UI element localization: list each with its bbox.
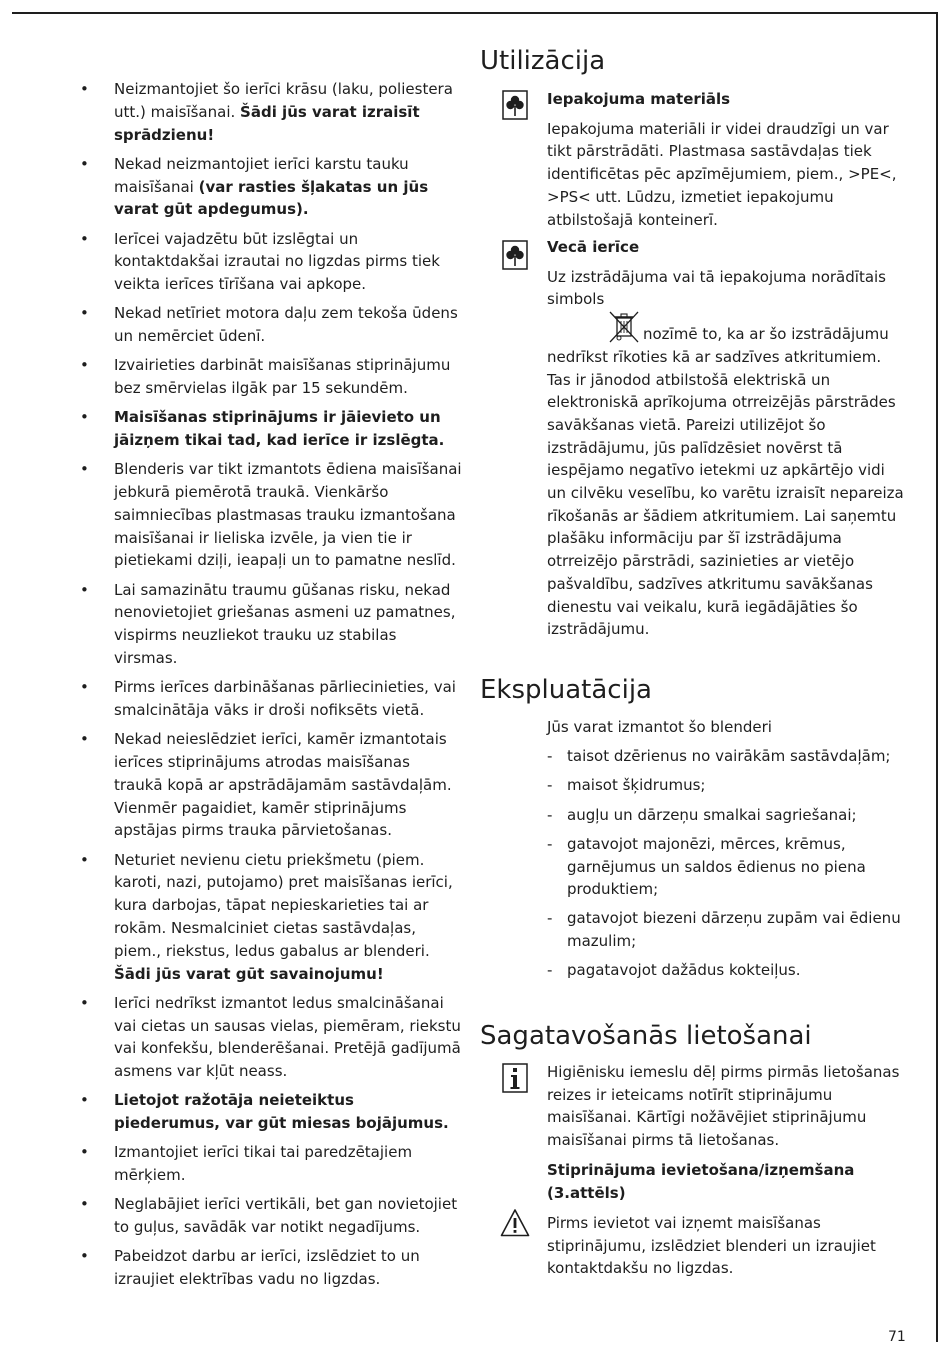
bullet-marker: • (80, 1091, 89, 1110)
bullet-text: Nekad neieslēdziet ierīci, kamēr izmantotais ierīces stiprinājums atrodas maisīšanas traukā kopā ar apstrādājamām sastāvdaļām. Vienmēr pagaidiet, kamēr stiprinājums apstājas pirms trauka pārvietošanas. (114, 730, 452, 840)
bullet-text: Izmantojiet ierīci tikai tai paredzētajiem mērķiem. (114, 1143, 413, 1185)
safety-bullet-item (80, 728, 462, 842)
bullet-bold-text: Maisīšanas stiprinājums ir jāievieto un jāizņem tikai tad, kad ierīce ir izslēgta. (114, 408, 445, 450)
warning-icon (500, 1208, 530, 1238)
packaging-heading: Iepakojuma materiāls (547, 90, 731, 108)
safety-column (80, 78, 462, 1297)
packaging-block (547, 88, 907, 231)
usage-item-text: maisot šķidrumus; (567, 776, 706, 795)
usage-list-item (547, 745, 907, 768)
warning-text: Pirms ievietot vai izņemt maisīšanas stiprinājumu, izslēdziet blenderi un izraujiet kontaktdakšu no ligzdas. (547, 1214, 876, 1278)
info-text: Higiēnisku iemeslu dēļ pirms pirmās lietošanas reizes ir ieteicams notīrīt stiprinājumu maisīšanai. Kārtīgi nožāvējiet stiprinājumu maisīšanai pirms tā lietošanas. (547, 1063, 900, 1150)
bullet-bold-text: Lietojot ražotāja neieteiktus piederumus, var gūt miesas bojājumus. (114, 1091, 449, 1133)
dash-marker: - (547, 834, 553, 853)
safety-bullet-list (80, 78, 462, 1291)
packaging-text: Iepakojuma materiāli ir videi draudzīgi un var tikt pārstrādāti. Plastmasa sastāvdaļas tiek identificētas pēc apzīmējumiem, piem., >PE<, >PS< utt. Lūdzu, izmetiet iepakojumu atbilstošajā konteinerī. (547, 119, 897, 229)
safety-bullet-item (80, 406, 462, 452)
dash-marker: - (547, 961, 553, 980)
safety-bullet-item (80, 676, 462, 722)
usage-item-text: pagatavojot dažādus kokteiļus. (567, 961, 801, 980)
dash-marker: - (547, 776, 553, 795)
bullet-marker: • (80, 356, 89, 375)
section-title-sagatavosanas: Sagatavošanās lietošanai (480, 1021, 812, 1051)
bullet-marker: • (80, 993, 89, 1012)
section-title-ekspluatacija: Ekspluatācija (480, 675, 652, 705)
dash-marker: - (547, 909, 553, 928)
usage-block (547, 716, 907, 982)
warning-block (547, 1212, 907, 1280)
page-frame-top (12, 12, 938, 14)
usage-list-item (547, 804, 907, 827)
section-title-utilizacija: Utilizācija (480, 46, 606, 76)
bullet-text: Neglabājiet ierīci vertikāli, bet gan novietojiet to guļus, savādāk var notikt negadījums. (114, 1195, 458, 1237)
bullet-marker: • (80, 1247, 89, 1266)
safety-bullet-item (80, 302, 462, 348)
safety-bullet-item (80, 992, 462, 1083)
clover-icon (502, 240, 528, 270)
bullet-marker: • (80, 1195, 89, 1214)
info-icon (502, 1063, 528, 1093)
bullet-marker: • (80, 304, 89, 323)
page-number: 71 (888, 1329, 906, 1345)
safety-bullet-item (80, 1193, 462, 1239)
bullet-text: Nekad netīriet motora daļu zem tekoša ūdens un nemērciet ūdenī. (114, 304, 458, 346)
safety-bullet-item (80, 354, 462, 400)
usage-list-item (547, 833, 907, 901)
crossed-bin-icon (607, 311, 641, 343)
usage-intro: Jūs varat izmantot šo blenderi (547, 718, 772, 736)
bullet-marker: • (80, 460, 89, 479)
bullet-text: Blenderis var tikt izmantots ēdiena maisīšanai jebkurā piemērotā traukā. Vienkāršo saimniecības plastmasas trauku izmantošana maisīšanai ir lieliska izvēle, ja vien tie ir pietiekami dziļi, ieapaļi un to pamatne neslīd. (114, 460, 462, 570)
usage-list (547, 745, 907, 982)
bullet-bold-text: Šādi jūs varat izraisīt sprādzienu! (114, 102, 420, 144)
safety-bullet-item (80, 579, 462, 670)
bullet-marker: • (80, 580, 89, 599)
bullet-bold-text: Šādi jūs varat gūt savainojumu! (114, 964, 384, 983)
bullet-text: Izvairieties darbināt maisīšanas stiprinājumu bez smērvielas ilgāk par 15 sekundēm. (114, 356, 451, 398)
dash-marker: - (547, 747, 553, 766)
old-device-text-1: Uz izstrādājuma vai tā iepakojuma norādītais simbols (547, 267, 886, 309)
usage-list-item (547, 959, 907, 982)
usage-item-text: augļu un dārzeņu smalkai sagriešanai; (567, 805, 857, 824)
bullet-marker: • (80, 1143, 89, 1162)
bullet-text: Lai samazinātu traumu gūšanas risku, nekad nenovietojiet griešanas asmeni uz pamatnes, vispirms neuzliekot trauku uz stabilas virsmas. (114, 580, 456, 668)
safety-bullet-item (80, 1245, 462, 1291)
attach-heading: Stiprinājuma ievietošana/izņemšana (3.attēls) (547, 1160, 855, 1202)
bullet-text: Nekad neizmantojiet ierīci karstu tauku maisīšanai (114, 154, 409, 196)
safety-bullet-item (80, 458, 462, 572)
bullet-marker: • (80, 678, 89, 697)
usage-item-text: gatavojot biezeni dārzeņu zupām vai ēdienu mazulim; (567, 909, 901, 951)
bullet-text: Neizmantojiet šo ierīci krāsu (laku, poliestera utt.) maisīšanai. (114, 80, 453, 121)
old-device-block (547, 236, 907, 641)
prep-block (547, 1061, 907, 1204)
bullet-marker: • (80, 80, 89, 98)
page-frame-right (936, 12, 938, 1342)
bullet-marker: • (80, 154, 89, 173)
bullet-marker: • (80, 408, 89, 427)
safety-bullet-item (80, 153, 462, 221)
bullet-text: Pirms ierīces darbināšanas pārliecinieties, vai smalcinātāja vāks ir droši nofiksēts vietā. (114, 678, 456, 720)
usage-list-item (547, 774, 907, 797)
safety-bullet-item (80, 228, 462, 296)
bullet-text: Ierīci nedrīkst izmantot ledus smalcināšanai vai cietas un sausas vielas, piemēram, riekstu vai konfekšu, blenderēšanai. Pretējā gadījumā asmens var kļūt neass. (114, 993, 461, 1081)
clover-icon (502, 90, 528, 120)
bullet-marker: • (80, 850, 89, 869)
old-device-heading: Vecā ierīce (547, 238, 640, 256)
bullet-text: Pabeidzot darbu ar ierīci, izslēdziet to un izraujiet elektrības vadu no ligzdas. (114, 1247, 420, 1289)
bullet-marker: • (80, 730, 89, 749)
old-device-text-2: nozīmē to, ka ar šo izstrādājumu nedrīkst rīkoties kā ar sadzīves atkritumiem. Tas ir jānodod atbilstošā elektriskā un elektroniskā aprīkojuma otrreizējās pārstrādes savākšanas vietā. Pareizi utilizējot šo izstrādājumu, jūs palīdzēsiet novērst tā iespējamo negatīvo ietekmi uz apkārtējo vidi un cilvēku veselību, ko varētu izraisīt nepareiza rīkošanās ar šādiem atkritumiem. Lai saņemtu plašāku informāciju par šī izstrādājuma otrreizējo pārstrādi, sazinieties ar vietējo pašvaldību, sadzīves atkritumu savākšanas dienestu vai veikalu, kurā iegādājāties šo izstrādājumu. (547, 325, 904, 639)
bullet-bold-text: (var rasties šļakatas un jūs varat gūt apdegumus). (114, 177, 429, 219)
safety-bullet-item (80, 1089, 462, 1135)
bullet-text: Neturiet nevienu cietu priekšmetu (piem. karoti, nazi, putojamo) pret maisīšanas ierīci, kura darbojas, tāpat nepieskarieties tai ar rokām. Nesmalciniet cietas sastāvdaļas, piem., riekstus, ledus gabalus ar blenderi. (114, 850, 453, 960)
dash-marker: - (547, 805, 553, 824)
usage-item-text: gatavojot majonēzi, mērces, krēmus, garnējumus un saldos ēdienus no piena produktiem; (567, 834, 866, 899)
safety-bullet-item (80, 849, 462, 986)
bullet-marker: • (80, 229, 89, 248)
safety-bullet-item (80, 1141, 462, 1187)
bullet-text: Ierīcei vajadzētu būt izslēgtai un kontaktdakšai izrautai no ligzdas pirms tiek veikta ierīces tīrīšana vai apkope. (114, 229, 440, 294)
usage-list-item (547, 907, 907, 952)
usage-item-text: taisot dzērienus no vairākām sastāvdaļām; (567, 747, 891, 766)
safety-bullet-item (80, 78, 462, 146)
